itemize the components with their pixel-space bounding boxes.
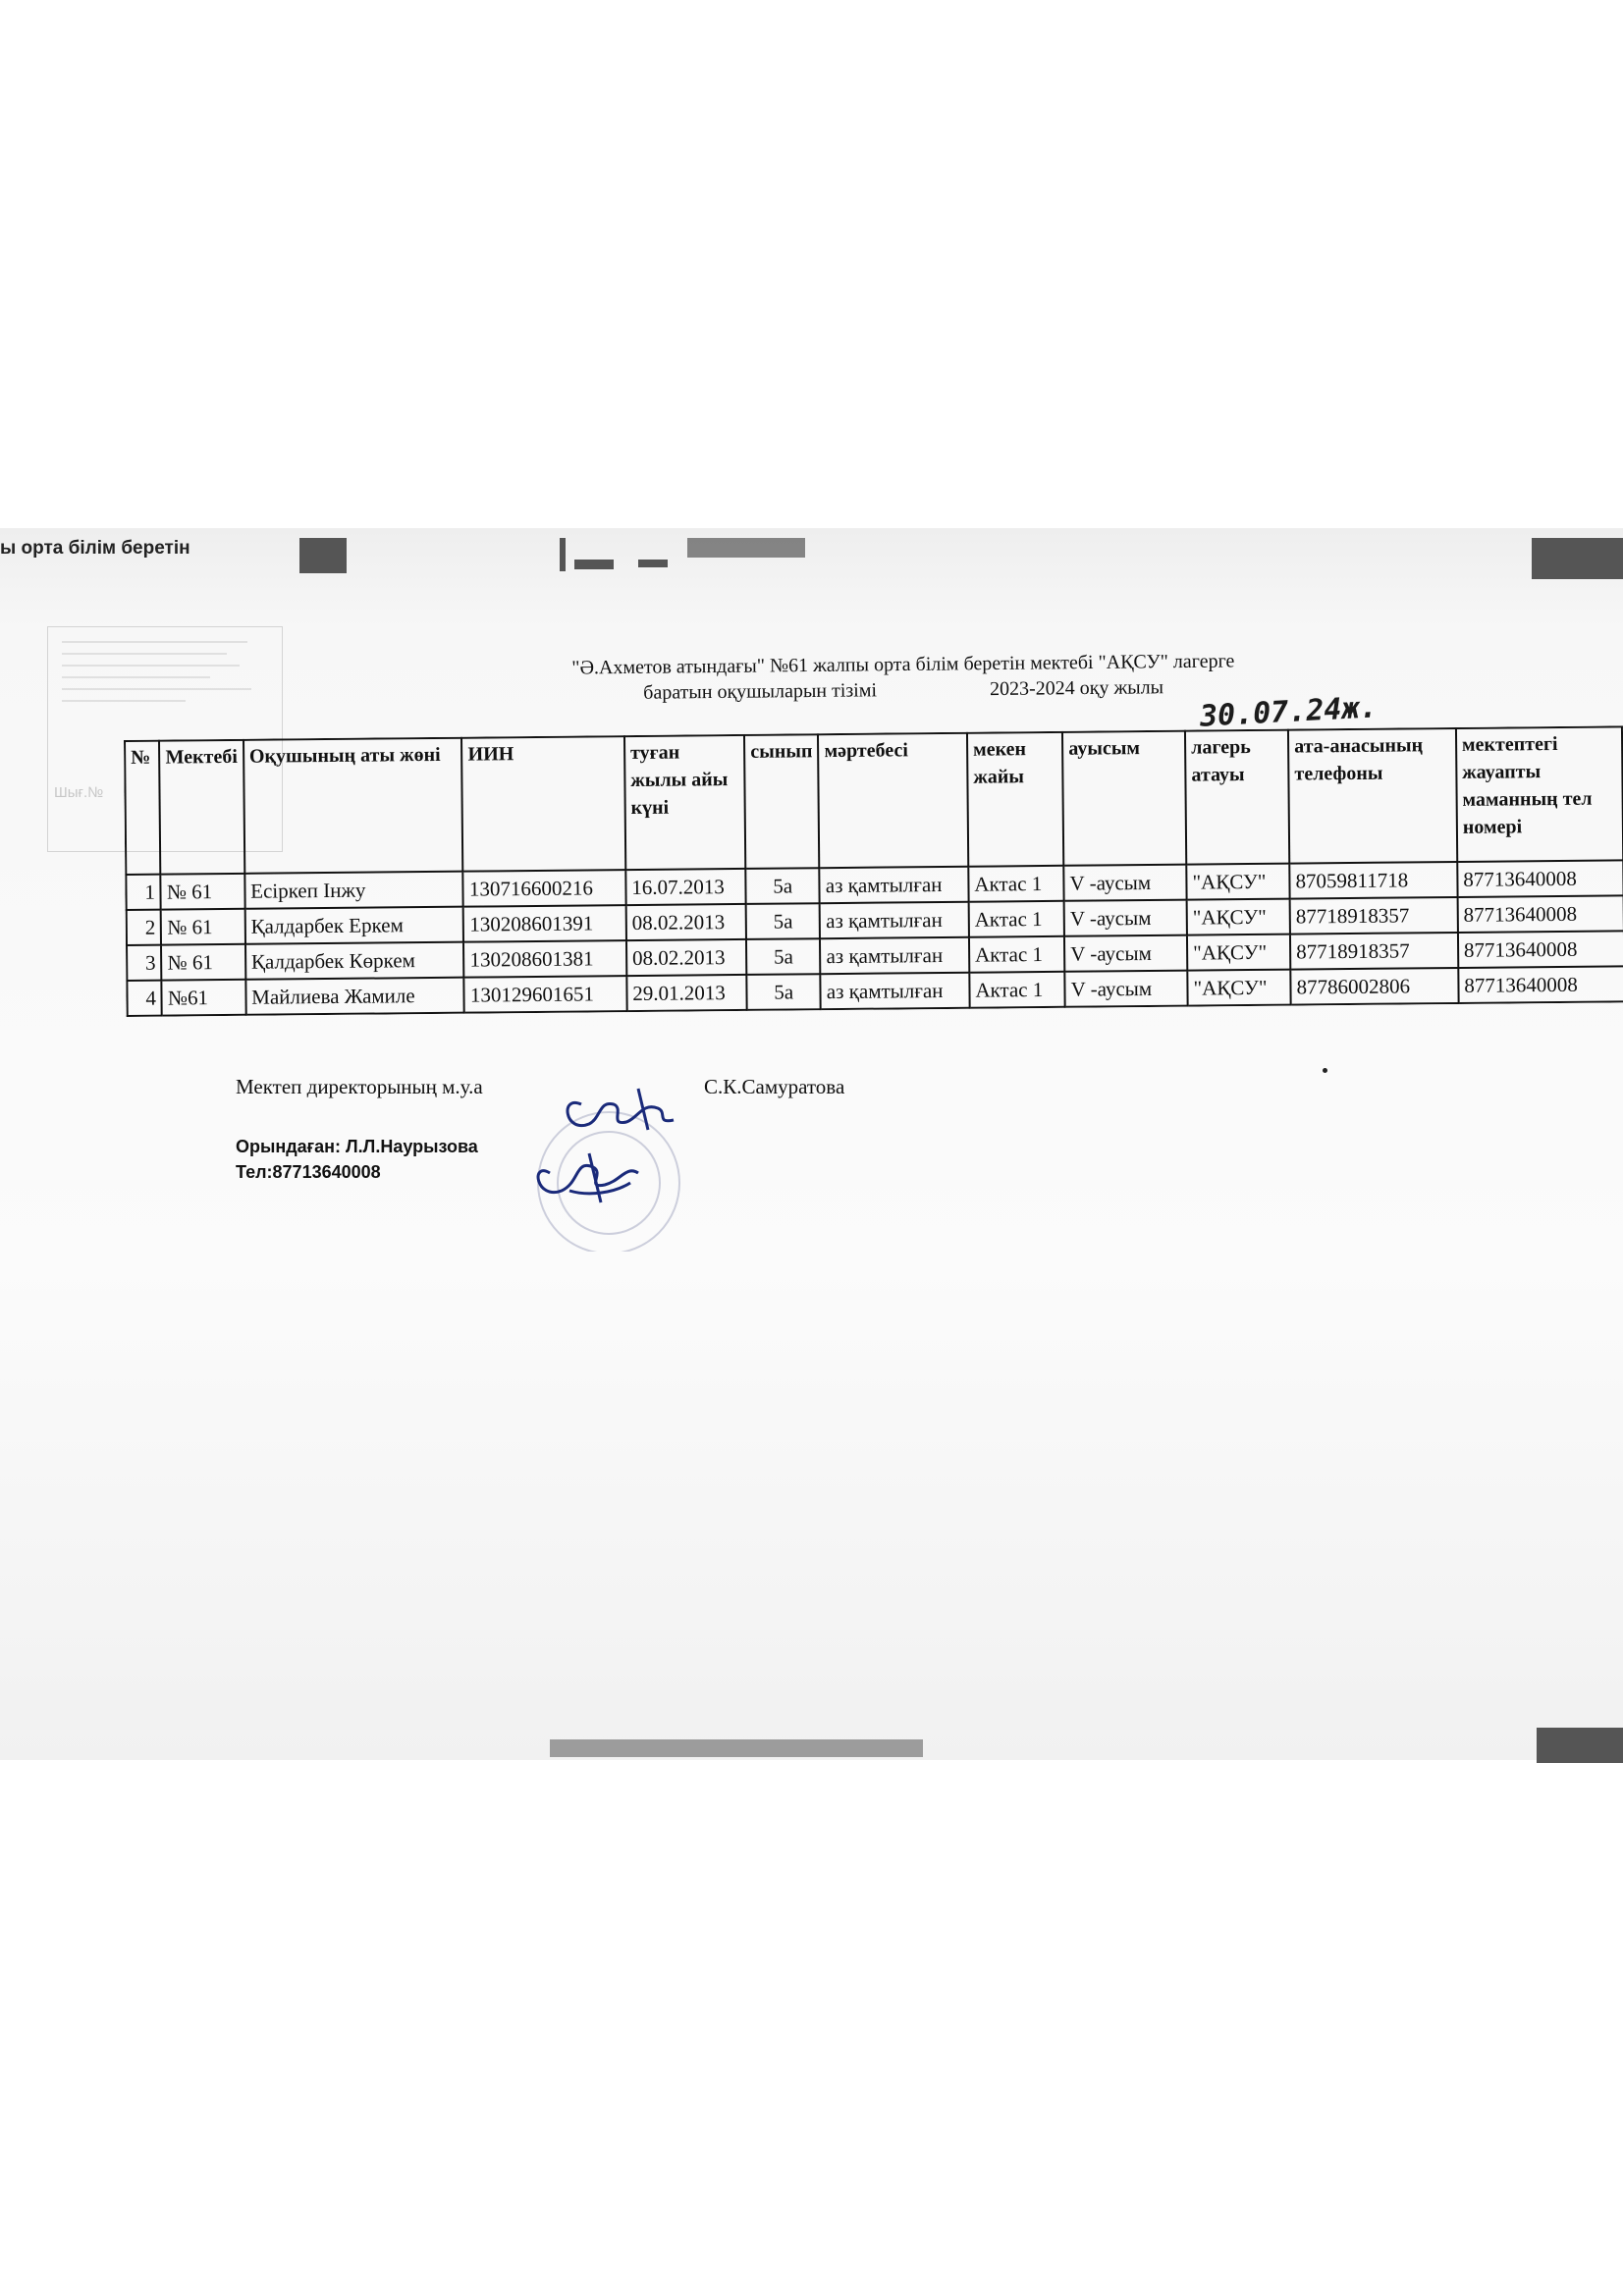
cell-address: Актас 1 (969, 901, 1065, 937)
cell-number: 2 (127, 910, 162, 945)
cell-student-name: Майлиева Жамиле (245, 978, 464, 1015)
cell-school: № 61 (161, 874, 245, 910)
scan-artifact (687, 538, 805, 558)
executor-info (236, 1134, 478, 1185)
cell-school: №61 (162, 980, 246, 1016)
cell-student-name: Есіркеп Інжу (244, 872, 463, 909)
cell-iin: 130208601391 (463, 905, 626, 942)
header-shift: ауысым (1062, 731, 1186, 866)
title-line-1: "Ә.Ахметов атындағы" №61 жалпы орта білім беретін мектебі "АҚСУ" лагерге (571, 650, 1235, 679)
cell-status: аз қамтылған (821, 973, 970, 1009)
header-number: № (125, 741, 161, 875)
cell-parent-phone: 87786002806 (1290, 968, 1458, 1005)
cell-student-name: Қалдарбек Еркем (244, 907, 463, 944)
scan-artifact (1532, 538, 1623, 579)
cell-parent-phone: 87718918357 (1290, 933, 1458, 970)
cell-status: аз қамтылған (820, 902, 969, 938)
signature-block (236, 1075, 1217, 1252)
cell-iin: 130716600216 (463, 870, 626, 907)
header-student-name: Оқушының аты жөні (243, 738, 463, 874)
scan-artifact (299, 538, 347, 573)
ink-dot (1323, 1068, 1327, 1073)
cell-responsible-phone: 87713640008 (1458, 931, 1623, 968)
director-name: С.К.Самуратова (704, 1075, 845, 1098)
title-line-2: баратын оқушыларын тізімі (643, 679, 878, 704)
cell-birth-date: 08.02.2013 (626, 939, 747, 976)
scan-artifact (550, 1739, 923, 1757)
cell-shift: V -аусым (1064, 935, 1187, 972)
header-address: мекен жайы (967, 732, 1064, 867)
cell-address: Актас 1 (969, 936, 1065, 973)
executor-signature (538, 1153, 638, 1202)
scan-artifact (638, 560, 668, 567)
handwritten-date: 30.07.24ж. (1199, 690, 1379, 734)
cell-school: № 61 (161, 944, 245, 981)
header-iin: ИИН (461, 736, 625, 872)
header-class: сынып (744, 734, 819, 869)
cell-class: 5а (747, 974, 821, 1010)
header-school: Мектебі (159, 740, 244, 875)
cell-class: 5а (746, 903, 820, 939)
cell-camp-name: "АҚСУ" (1187, 970, 1290, 1006)
scan-artifact (574, 560, 614, 569)
cell-address: Актас 1 (969, 972, 1065, 1008)
cell-class: 5а (746, 938, 820, 975)
director-line (236, 1075, 845, 1099)
cell-status: аз қамтылған (820, 867, 969, 903)
academic-year: 2023-2024 оқу жылы (989, 676, 1164, 701)
cell-number: 1 (126, 875, 161, 910)
header-responsible-phone: мектептегі жауапты маманның тел номері (1456, 726, 1623, 862)
cell-student-name: Қалдарбек Көркем (245, 942, 464, 980)
director-signature (568, 1089, 674, 1130)
cell-shift: V -аусым (1063, 865, 1186, 901)
cell-address: Актас 1 (968, 866, 1064, 902)
table-header-row (125, 726, 1623, 875)
cell-shift: V -аусым (1064, 971, 1187, 1007)
header-fragment: ы орта білім беретін (0, 538, 190, 559)
cell-school: № 61 (161, 909, 245, 945)
student-list-table (124, 725, 1623, 1017)
cell-responsible-phone: 87713640008 (1457, 860, 1623, 897)
faded-corner-stamp: Шығ.№ (47, 626, 283, 852)
scan-artifact (1537, 1728, 1623, 1763)
cell-responsible-phone: 87713640008 (1458, 966, 1623, 1003)
cell-birth-date: 08.02.2013 (625, 904, 746, 940)
cell-iin: 130129601651 (464, 976, 627, 1013)
cell-birth-date: 16.07.2013 (625, 869, 746, 905)
cell-number: 4 (127, 981, 162, 1016)
cell-number: 3 (127, 945, 162, 981)
header-parent-phone: ата-анасының телефоны (1288, 728, 1457, 864)
cell-responsible-phone: 87713640008 (1457, 895, 1623, 933)
scan-artifact (560, 538, 566, 571)
cell-shift: V -аусым (1064, 900, 1187, 936)
cell-class: 5а (746, 868, 820, 904)
cell-iin: 130208601381 (463, 940, 626, 978)
cell-status: аз қамтылған (820, 937, 969, 974)
cell-parent-phone: 87059811718 (1289, 862, 1457, 899)
header-camp-name: лагерь атауы (1185, 730, 1289, 865)
student-list-table-wrap (124, 725, 1623, 1017)
cell-camp-name: "АҚСУ" (1187, 899, 1290, 935)
cell-parent-phone: 87718918357 (1290, 897, 1458, 934)
director-label: Мектеп директорының м.у.а (236, 1075, 483, 1098)
executor-label: Орындаған: Л.Л.Наурызова (236, 1137, 478, 1156)
header-status: мәртебесі (818, 733, 968, 868)
cell-birth-date: 29.01.2013 (626, 975, 747, 1011)
executor-phone: Тел:87713640008 (236, 1162, 381, 1182)
cell-camp-name: "АҚСУ" (1186, 864, 1289, 900)
cell-camp-name: "АҚСУ" (1187, 934, 1290, 971)
header-birth-date: туған жылы айы күні (624, 735, 746, 870)
